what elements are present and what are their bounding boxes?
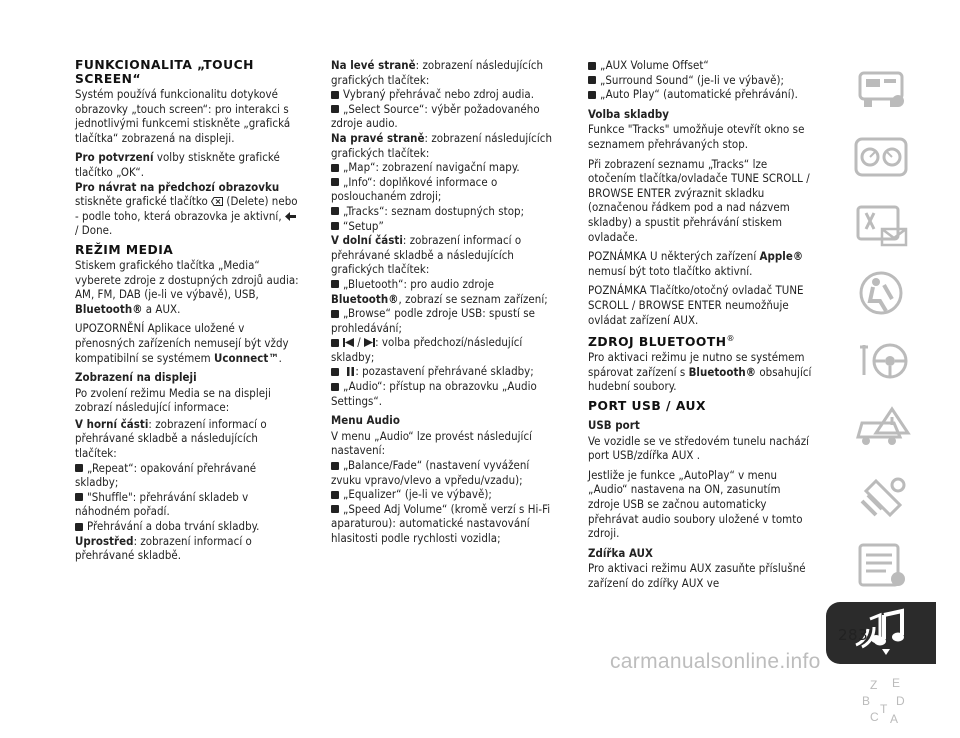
text: : zobrazení následujících grafických tlačítek: xyxy=(331,130,552,160)
paragraph-confirm xyxy=(75,150,301,179)
bullet-icon xyxy=(331,368,339,376)
tab-maintenance[interactable] xyxy=(826,466,936,528)
heading-usb-aux: PORT USB / AUX xyxy=(588,398,706,413)
bullet-icon xyxy=(331,339,339,347)
list-item: / : volba předchozí/následující skladby; xyxy=(331,335,523,364)
tab-index[interactable] xyxy=(826,670,936,732)
paragraph: Ve vozidle se ve středovém tunelu nachází port USB/zdířka AUX . xyxy=(588,433,810,463)
text-bold: Bluetooth® xyxy=(688,364,757,379)
text: “Setup” xyxy=(343,218,384,233)
label-right: Na pravé straně xyxy=(331,130,425,145)
list-item xyxy=(331,487,557,502)
tab-starting-driving[interactable] xyxy=(826,330,936,392)
bullet-icon xyxy=(331,164,339,172)
paragraph: Systém používá funkcionalitu dotykové obrazovky „touch screen“: pro interakci s jednotlivými funkcemi stiskněte „grafická tlačítka“ zobrazená na displeji. xyxy=(75,87,291,145)
text-bold: Bluetooth® xyxy=(75,301,143,316)
tab-warnings[interactable] xyxy=(826,194,936,256)
next-track-icon xyxy=(364,336,375,345)
svg-text:A: A xyxy=(890,712,899,726)
svg-text:Z: Z xyxy=(870,678,878,692)
text: nemusí být toto tlačítko aktivní. xyxy=(588,263,753,278)
list-item xyxy=(75,461,301,490)
svg-text:T: T xyxy=(880,702,888,716)
text: : pozastavení přehrávané skladby; xyxy=(355,364,534,379)
paragraph-back xyxy=(75,194,301,238)
text: „Bluetooth“: pro audio zdroje xyxy=(343,276,495,291)
paragraph: Pro aktivaci režimu AUX zasuňte příslušné zařízení do zdířky AUX ve xyxy=(588,561,806,590)
subheading-usb-port: USB port xyxy=(588,417,640,432)
text: „Auto Play“ (automatické přehrávání). xyxy=(600,87,798,102)
svg-text:E: E xyxy=(892,676,901,690)
label-bottom: V dolní části xyxy=(331,233,403,248)
list-item xyxy=(331,102,557,131)
svg-text:B: B xyxy=(862,694,871,708)
text-bold: Uconnect™ xyxy=(213,350,279,365)
bullet-icon xyxy=(331,280,339,288)
text: „Surround Sound“ (je-li ve výbavě); xyxy=(600,72,785,87)
text: , zobrazí se seznam zařízení; xyxy=(398,291,548,306)
text: a AUX. xyxy=(142,301,181,316)
text: „Select Source“: výběr požadovaného zdroje audio. xyxy=(331,101,540,131)
heading-bluetooth xyxy=(588,332,814,349)
text: Stiskem grafického tlačítka „Media“ vyberete zdroje z dostupných zdrojů audia: AM, FM, DAB (je-li ve výbavě), USB, xyxy=(75,257,299,302)
text: : zobrazení informací o přehrávané skladbě a následujících tlačítek: xyxy=(75,416,267,461)
list-item xyxy=(75,519,301,534)
list-item xyxy=(331,364,557,379)
list-item xyxy=(331,204,557,219)
bullet-icon xyxy=(588,62,596,70)
column-1 xyxy=(75,58,301,563)
list-item xyxy=(331,87,557,102)
gauges-icon xyxy=(846,131,916,183)
svg-text:C: C xyxy=(870,710,879,724)
text: . xyxy=(278,350,282,365)
text: „Balance/Fade“ (nastavení vyvážení zvuku vpravo/vlevo a vpředu/vzadu); xyxy=(331,458,530,487)
column-3 xyxy=(588,58,814,596)
text: : volba předchozí/následující skladby; xyxy=(331,335,523,364)
list-item xyxy=(588,73,814,88)
text: : zobrazení informací o přehrávané skladbě a následujících grafických tlačítek: xyxy=(331,233,522,277)
text: Vybraný přehrávač nebo zdroj audia. xyxy=(343,87,535,102)
tab-emergency[interactable] xyxy=(826,398,936,460)
paragraph: Po zvolení režimu Media se na displeji zobrazí následující informace: xyxy=(75,385,271,415)
pause-icon xyxy=(346,365,355,374)
text: POZNÁMKA U některých zařízení xyxy=(588,249,760,264)
paragraph-right xyxy=(331,131,557,160)
svg-text:D: D xyxy=(896,694,905,708)
paragraph-note: POZNÁMKA Tlačítko/otočný ovladač TUNE SCROLL / BROWSE ENTER neumožňuje ovládat zařízení AUX. xyxy=(588,283,804,327)
watermark: carmanualsonline.info xyxy=(610,650,821,673)
tab-safety[interactable] xyxy=(826,262,936,324)
text: (Delete) nebo - podle toho, která obrazovka je aktivní, xyxy=(75,194,298,223)
text: Pro aktivaci režimu je nutno se systémem spárovat zařízení s xyxy=(588,350,805,379)
text: Přehrávání a doba trvání skladby. xyxy=(87,519,260,534)
list-item xyxy=(75,490,301,519)
registered-mark: ® xyxy=(726,334,736,344)
heading-media: REŽIM MEDIA xyxy=(75,242,174,257)
car-warning-icon xyxy=(846,403,916,455)
subheading-menu-audio: Menu Audio xyxy=(331,413,400,428)
bullet-icon xyxy=(331,178,339,186)
list-item xyxy=(331,160,557,175)
list-item xyxy=(331,502,557,546)
label-left: Na levé straně xyxy=(331,58,416,72)
text: „Info“: doplňkové informace o poslouchaném zdroji; xyxy=(331,174,498,204)
text: „Map“: zobrazení navigační mapy. xyxy=(343,160,520,175)
subheading-display: Zobrazení na displeji xyxy=(75,370,197,385)
back-arrow-icon xyxy=(285,210,296,219)
paragraph-bottom xyxy=(331,233,557,277)
text: volby stiskněte grafické tlačítko „OK“. xyxy=(75,150,280,179)
paragraph-top xyxy=(75,417,301,461)
warning-envelope-icon xyxy=(846,199,916,251)
previous-track-icon xyxy=(343,336,354,345)
list-item xyxy=(331,175,557,204)
bullet-icon xyxy=(331,105,339,113)
list-item xyxy=(331,458,557,487)
list-item xyxy=(331,379,557,408)
text: stiskněte grafické tlačítko xyxy=(75,194,212,209)
label-confirm: Pro potvrzení xyxy=(75,150,154,165)
tab-gauges[interactable] xyxy=(826,126,936,188)
text-bold: Bluetooth® xyxy=(331,291,399,306)
label-back: Pro návrat na předchozí obrazovku xyxy=(75,179,280,194)
paragraph-bluetooth xyxy=(588,350,814,394)
bullet-icon xyxy=(331,462,339,470)
dashboard-car-icon xyxy=(846,63,916,115)
paragraph: Funkce "Tracks" umožňuje otevřít okno se seznamem přehrávaných stop. xyxy=(588,122,805,151)
text: : zobrazení následujících grafických tlačítek: xyxy=(331,58,544,87)
bullet-icon xyxy=(588,91,596,99)
bullet-icon xyxy=(75,523,83,531)
list-item xyxy=(331,219,557,234)
text: : zobrazení informací o přehrávané skladbě. xyxy=(75,533,252,563)
paragraph-note xyxy=(588,249,814,278)
paragraph-center xyxy=(75,534,301,563)
specs-list-icon xyxy=(846,539,916,591)
text: „Browse“ podle zdroje USB: spustí se prohledávání; xyxy=(331,306,535,335)
text: UPOZORNĚNÍ Aplikace uložené v přenosných zařízeních nemusejí být vždy kompatibilní se systémem xyxy=(75,321,289,365)
bullet-icon xyxy=(331,505,339,513)
label-top: V horní části xyxy=(75,416,149,431)
list-item xyxy=(588,58,814,73)
text: „Tracks“: seznam dostupných stop; xyxy=(343,203,525,218)
text-bold: Apple® xyxy=(759,249,804,264)
bullet-icon xyxy=(75,493,83,501)
column-2 xyxy=(331,58,557,546)
maintenance-wrench-icon xyxy=(846,471,916,523)
paragraph: Při zobrazení seznamu „Tracks“ lze otočením tlačítka/ovladače TUNE SCROLL / BROWSE ENTER zvýraznit skladku (označenou řádkem pod a nad názvem skladby) a spustit přehrávání stiskem ovladače. xyxy=(588,156,810,244)
airbag-safety-icon xyxy=(846,267,916,319)
paragraph-note xyxy=(75,321,301,365)
bullet-icon xyxy=(331,491,339,499)
bullet-icon xyxy=(75,464,83,472)
tab-technical-specs[interactable] xyxy=(826,534,936,596)
list-item xyxy=(588,87,814,102)
bullet-icon xyxy=(588,76,596,84)
text: „AUX Volume Offset“ xyxy=(600,58,709,72)
delete-icon xyxy=(211,195,223,204)
page-number: 283 xyxy=(838,626,869,644)
paragraph: Jestliže je funkce „AutoPlay“ v menu „Audio“ nastavena na ON, zasunutím zdroje USB se začnou automaticky přehrávat audio soubory uložené v tomto zdroji. xyxy=(588,467,803,541)
bullet-icon xyxy=(331,383,339,391)
text: „Speed Adj Volume“ (kromě verzí s Hi-Fi aparaturou): automatické nastavování hlasitosti podle rychlosti vozidla; xyxy=(331,501,551,545)
text: ZDROJ BLUETOOTH xyxy=(588,335,727,350)
text: „Equalizer“ (je-li ve výbavě); xyxy=(343,487,492,502)
bullet-icon xyxy=(331,91,339,99)
label-center: Uprostřed xyxy=(75,533,134,548)
text: "Shuffle": přehrávání skladeb v náhodném pořadí. xyxy=(75,489,249,519)
bullet-icon xyxy=(331,222,339,230)
steering-wheel-icon xyxy=(846,335,916,387)
paragraph-media xyxy=(75,258,301,316)
text: / Done. xyxy=(75,223,113,238)
paragraph-left xyxy=(331,58,557,87)
list-item xyxy=(331,277,557,306)
text: „Audio“: přístup na obrazovku „Audio Settings“. xyxy=(331,379,537,408)
subheading-aux: Zdířka AUX xyxy=(588,545,653,560)
bullet-icon xyxy=(331,207,339,215)
text: „Repeat“: opakování přehrávané skladby; xyxy=(75,460,257,490)
list-item xyxy=(331,306,557,335)
heading-touch-screen: FUNKCIONALITA „TOUCH SCREEN“ xyxy=(75,58,254,86)
text: obsahující hudební soubory. xyxy=(588,364,812,394)
tab-dashboard[interactable] xyxy=(826,58,936,120)
bullet-icon xyxy=(331,310,339,318)
paragraph: V menu „Audio“ lze provést následující nastavení: xyxy=(331,428,533,458)
subheading-track-selection: Volba skladby xyxy=(588,106,670,121)
